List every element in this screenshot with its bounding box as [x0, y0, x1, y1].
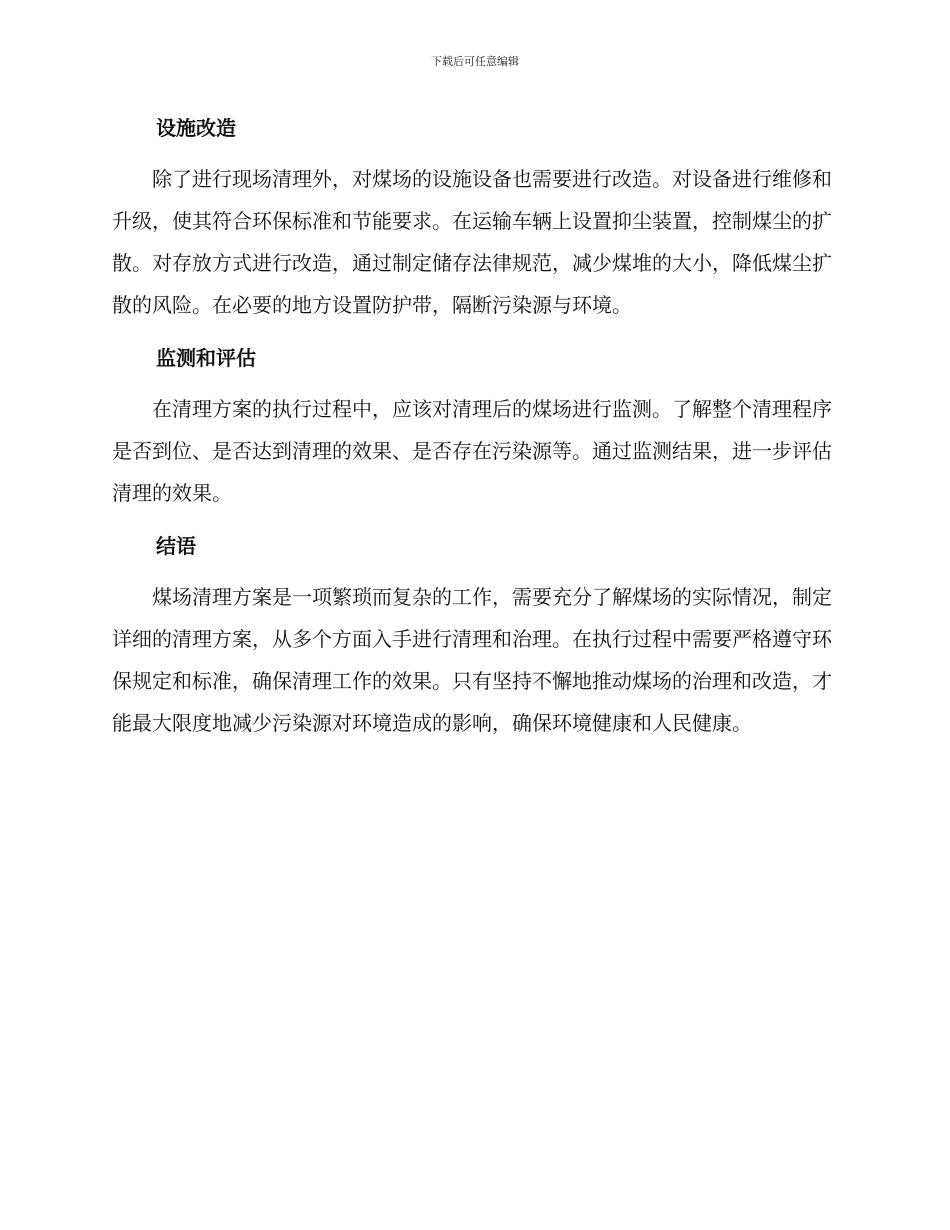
section-facility-renovation [112, 108, 832, 326]
section-heading: 结语 [156, 534, 196, 558]
document-body [112, 108, 832, 744]
section-paragraph: 除了进行现场清理外，对煤场的设施设备也需要进行改造。对设备进行维修和升级，使其符合环保标准和节能要求。在运输车辆上设置抑尘装置，控制煤尘的扩散。对存放方式进行改造，通过制定储存法律规范，减少煤堆的大小，降低煤尘扩散的风险。在必要的地方设置防护带，隔断污染源与环境。 [112, 167, 832, 317]
section-paragraph: 在清理方案的执行过程中，应该对清理后的煤场进行监测。了解整个清理程序是否到位、是否达到清理的效果、是否存在污染源等。通过监测结果，进一步评估清理的效果。 [112, 397, 832, 505]
page-header: 下载后可任意编辑 [431, 55, 519, 68]
section-paragraph: 煤场清理方案是一项繁琐而复杂的工作，需要充分了解煤场的实际情况，制定详细的清理方案，从多个方面入手进行清理和治理。在执行过程中需要严格遵守环保规定和标准，确保清理工作的效果。只有坚持不懈地推动煤场的治理和改造，才能最大限度地减少污染源对环境造成的影响，确保环境健康和人民健康。 [112, 585, 832, 735]
section-heading: 监测和评估 [156, 346, 256, 370]
section-monitoring-evaluation [112, 338, 832, 514]
section-heading: 设施改造 [156, 116, 236, 140]
section-conclusion [112, 526, 832, 744]
